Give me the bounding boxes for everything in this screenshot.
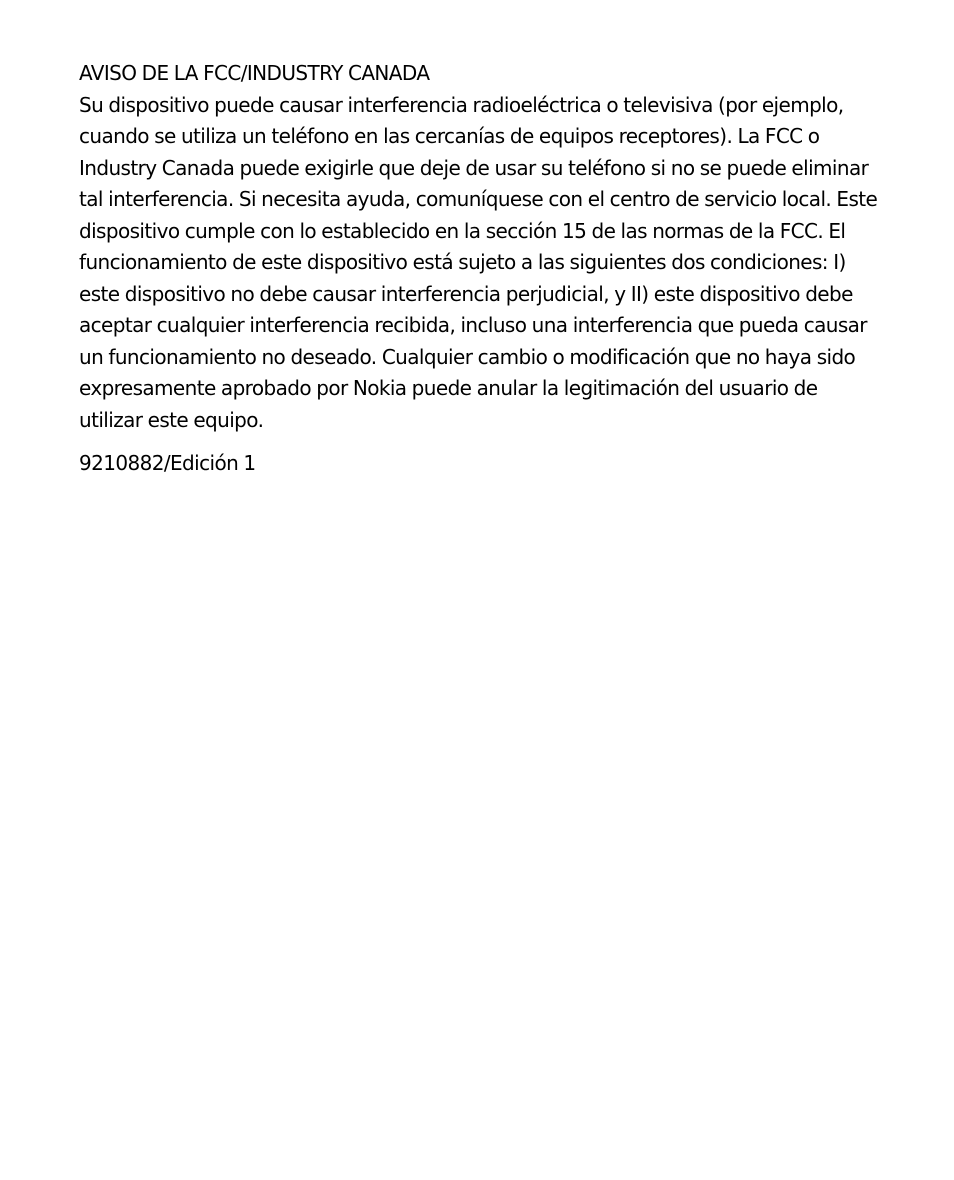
document-page bbox=[79, 58, 879, 480]
edition-number: 9210882/Edición 1 bbox=[79, 451, 256, 475]
notice-title: AVISO DE LA FCC/INDUSTRY CANADA bbox=[79, 61, 430, 85]
notice-body: Su dispositivo puede causar interferencia radioeléctrica o televisiva (por ejemplo, cuando se utiliza un teléfono en las cercanías de equipos receptores). La FCC o Industry Canada puede exigirle que deje de usar su teléfono si no se puede eliminar tal interferencia. Si necesita ayuda, comuníquese con el centro de servicio local. Este dispositivo cumple con lo establecido en la sección 15 de las normas de la FCC. El funcionamiento de este dispositivo está sujeto a las siguientes dos condiciones: I) este dispositivo no debe causar interferencia perjudicial, y II) este dispositivo debe aceptar cualquier interferencia recibida, incluso una interferencia que pueda causar un funcionamiento no deseado. Cualquier cambio o modificación que no haya sido expresamente aprobado por Nokia puede anular la legitimación del usuario de utilizar este equipo. bbox=[79, 92, 878, 432]
